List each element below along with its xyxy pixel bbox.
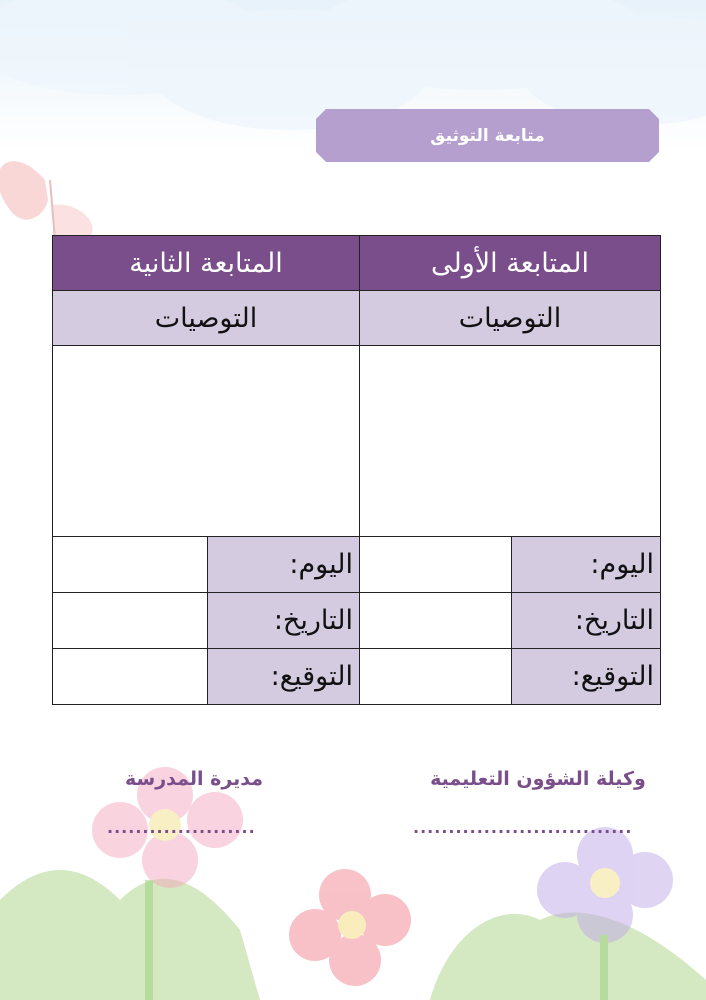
header-row bbox=[53, 236, 661, 291]
first-day-field[interactable] bbox=[360, 537, 512, 593]
first-day-label: اليوم: bbox=[512, 537, 661, 593]
signature-row bbox=[53, 649, 661, 705]
date-row bbox=[53, 593, 661, 649]
page-title: متابعة التوثيق bbox=[430, 125, 545, 146]
first-signature-field[interactable] bbox=[360, 649, 512, 705]
second-signature-field[interactable] bbox=[53, 649, 208, 705]
day-row bbox=[53, 537, 661, 593]
second-day-field[interactable] bbox=[53, 537, 208, 593]
second-followup-header: المتابعة الثانية bbox=[53, 236, 360, 291]
first-date-field[interactable] bbox=[360, 593, 512, 649]
subheader-row bbox=[53, 291, 661, 346]
recommendations-row bbox=[53, 346, 661, 537]
second-date-label: التاريخ: bbox=[208, 593, 360, 649]
first-followup-header: المتابعة الأولى bbox=[360, 236, 661, 291]
second-recommendations-label: التوصيات bbox=[53, 291, 360, 346]
flower-red-icon bbox=[289, 869, 411, 986]
first-date-label: التاريخ: bbox=[512, 593, 661, 649]
first-recommendations-label: التوصيات bbox=[360, 291, 661, 346]
school-principal-title: مديرة المدرسة bbox=[124, 768, 264, 790]
academic-affairs-signature-line[interactable]: ............................... bbox=[413, 818, 633, 837]
second-day-label: اليوم: bbox=[208, 537, 360, 593]
second-recommendations-field[interactable] bbox=[53, 346, 360, 537]
followup-table bbox=[52, 235, 661, 705]
school-principal-signature-line[interactable]: ..................... bbox=[107, 818, 256, 837]
second-signature-label: التوقيع: bbox=[208, 649, 360, 705]
title-banner bbox=[316, 109, 659, 162]
first-recommendations-field[interactable] bbox=[360, 346, 661, 537]
first-signature-label: التوقيع: bbox=[512, 649, 661, 705]
academic-affairs-deputy-title: وكيلة الشؤون التعليمية bbox=[430, 768, 646, 790]
second-date-field[interactable] bbox=[53, 593, 208, 649]
